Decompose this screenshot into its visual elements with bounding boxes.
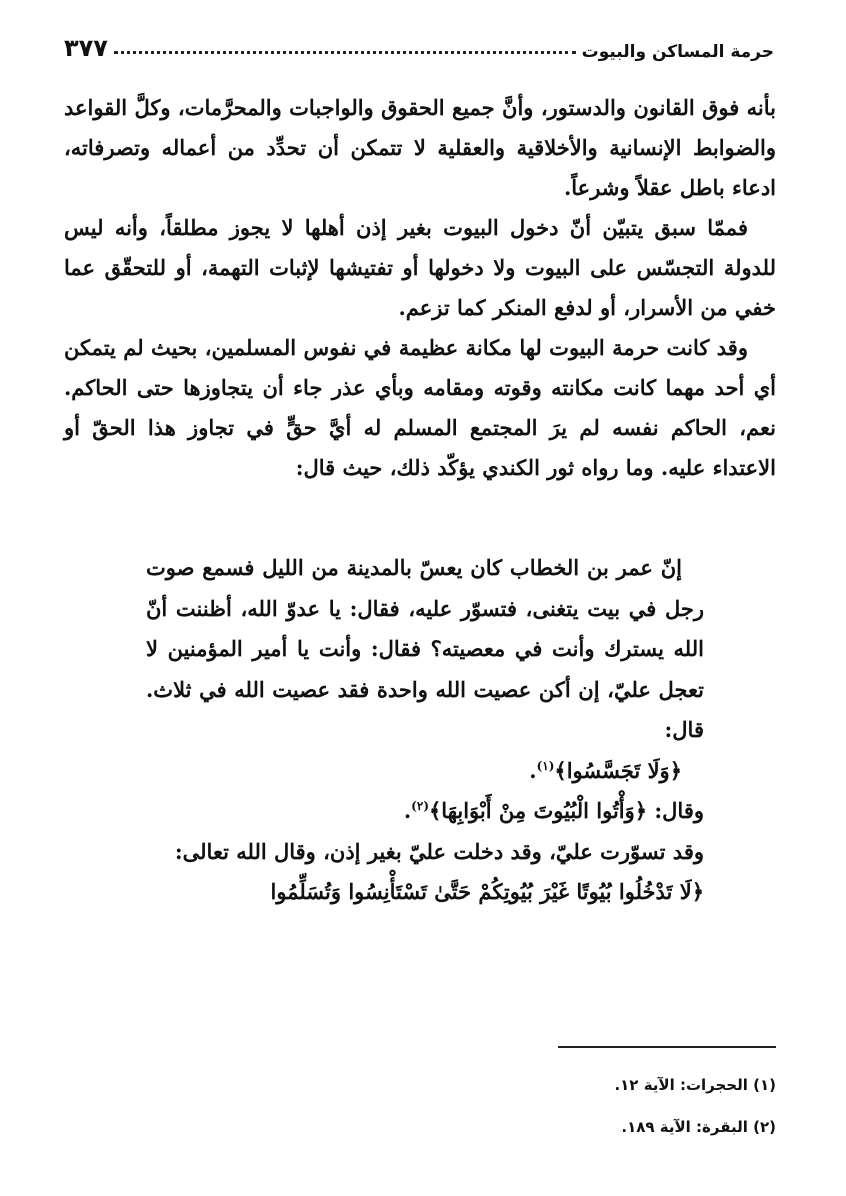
verse-2-intro: وقال: [654, 798, 704, 823]
page-header [64, 28, 774, 62]
quote-verse-2-line: وقال: ﴿وَأْتُوا الْبُيُوتَ مِنْ أَبْوَابِهَا﴾$^{(٢)}$. [403, 798, 704, 823]
quote-continuation: وقد تسوّرت عليّ، وقد دخلت عليّ بغير إذن، وقال الله تعالى: [174, 838, 704, 864]
quote-verse-1-line: ﴿وَلَا تَجَسَّسُوا﴾$^{(١)}$. [529, 757, 682, 783]
dotted-leader [114, 51, 576, 54]
quran-verse-1: ﴿وَلَا تَجَسَّسُوا﴾ [554, 757, 682, 783]
paragraph-1: بأنه فوق القانون والدستور، وأنَّ جميع الحقوق والواجبات والمحرَّمات، وكلَّ القواعد والضوابط الإنسانية والأخلاقية والعقلية لا تتمكن أن تحدِّد من أعماله وتصرفاته، ادعاء باطل عقلاً وشرعاً. [64, 95, 776, 200]
footnote-marker-1[interactable]: (١) [536, 758, 555, 773]
body-text [64, 88, 776, 488]
quote-opening: إنّ عمر بن الخطاب كان يعسّ بالمدينة من الليل فسمع صوت رجل في بيت يتغنى، فتسوّر عليه، فقال: يا عدوّ الله، أظننت أنّ الله يسترك وأنت في معصيته؟ فقال: وأنت يا أمير المؤمنين لا تعجل عليّ، إن أكن عصيت الله واحدة فقد عصيت الله في ثلاث. قال: [146, 555, 704, 742]
running-title: حرمة المساكن والبيوت [581, 42, 774, 62]
quran-verse-3: ﴿لَا تَدْخُلُوا بُيُوتًا غَيْرَ بُيُوتِكُمْ حَتَّىٰ تَسْتَأْنِسُوا وَتُسَلِّمُوا [270, 879, 704, 904]
paragraph-2: فممّا سبق يتبيّن أنّ دخول البيوت بغير إذن أهلها لا يجوز مطلقاً، وأنه ليس للدولة التجسّس على البيوت ولا دخولها أو تفتيشها لإثبات التهمة، أو للتحقّق عما خفي من الأسرار، أو لدفع المنكر كما تزعم. [64, 215, 776, 320]
page-number: ٣٧٧ [64, 34, 108, 62]
paragraph-3: وقد كانت حرمة البيوت لها مكانة عظيمة في نفوس المسلمين، بحيث لم يتمكن أي أحد مهما كانت مكانته وقوته ومقامه وبأي عذر جاء أن يتجاوزها حتى الحاكم. نعم، الحاكم نفسه لم يرَ المجتمع المسلم له أيَّ حقٍّ في تجاوز هذا الحقّ أو الاعتداء عليه. وما رواه ثور الكندي يؤكّد ذلك، حيث قال: [64, 335, 776, 480]
quran-verse-2: ﴿وَأْتُوا الْبُيُوتَ مِنْ أَبْوَابِهَا﴾ [429, 798, 648, 823]
hadith-quote-block [146, 548, 704, 913]
footnotes [400, 1064, 776, 1148]
footnote-separator [558, 1046, 776, 1048]
footnote-2: (٢) البقرة: الآية ١٨٩. [621, 1118, 776, 1136]
footnote-marker-2[interactable]: (٢) [411, 799, 429, 813]
footnote-1: (١) الحجرات: الآية ١٢. [614, 1076, 776, 1094]
